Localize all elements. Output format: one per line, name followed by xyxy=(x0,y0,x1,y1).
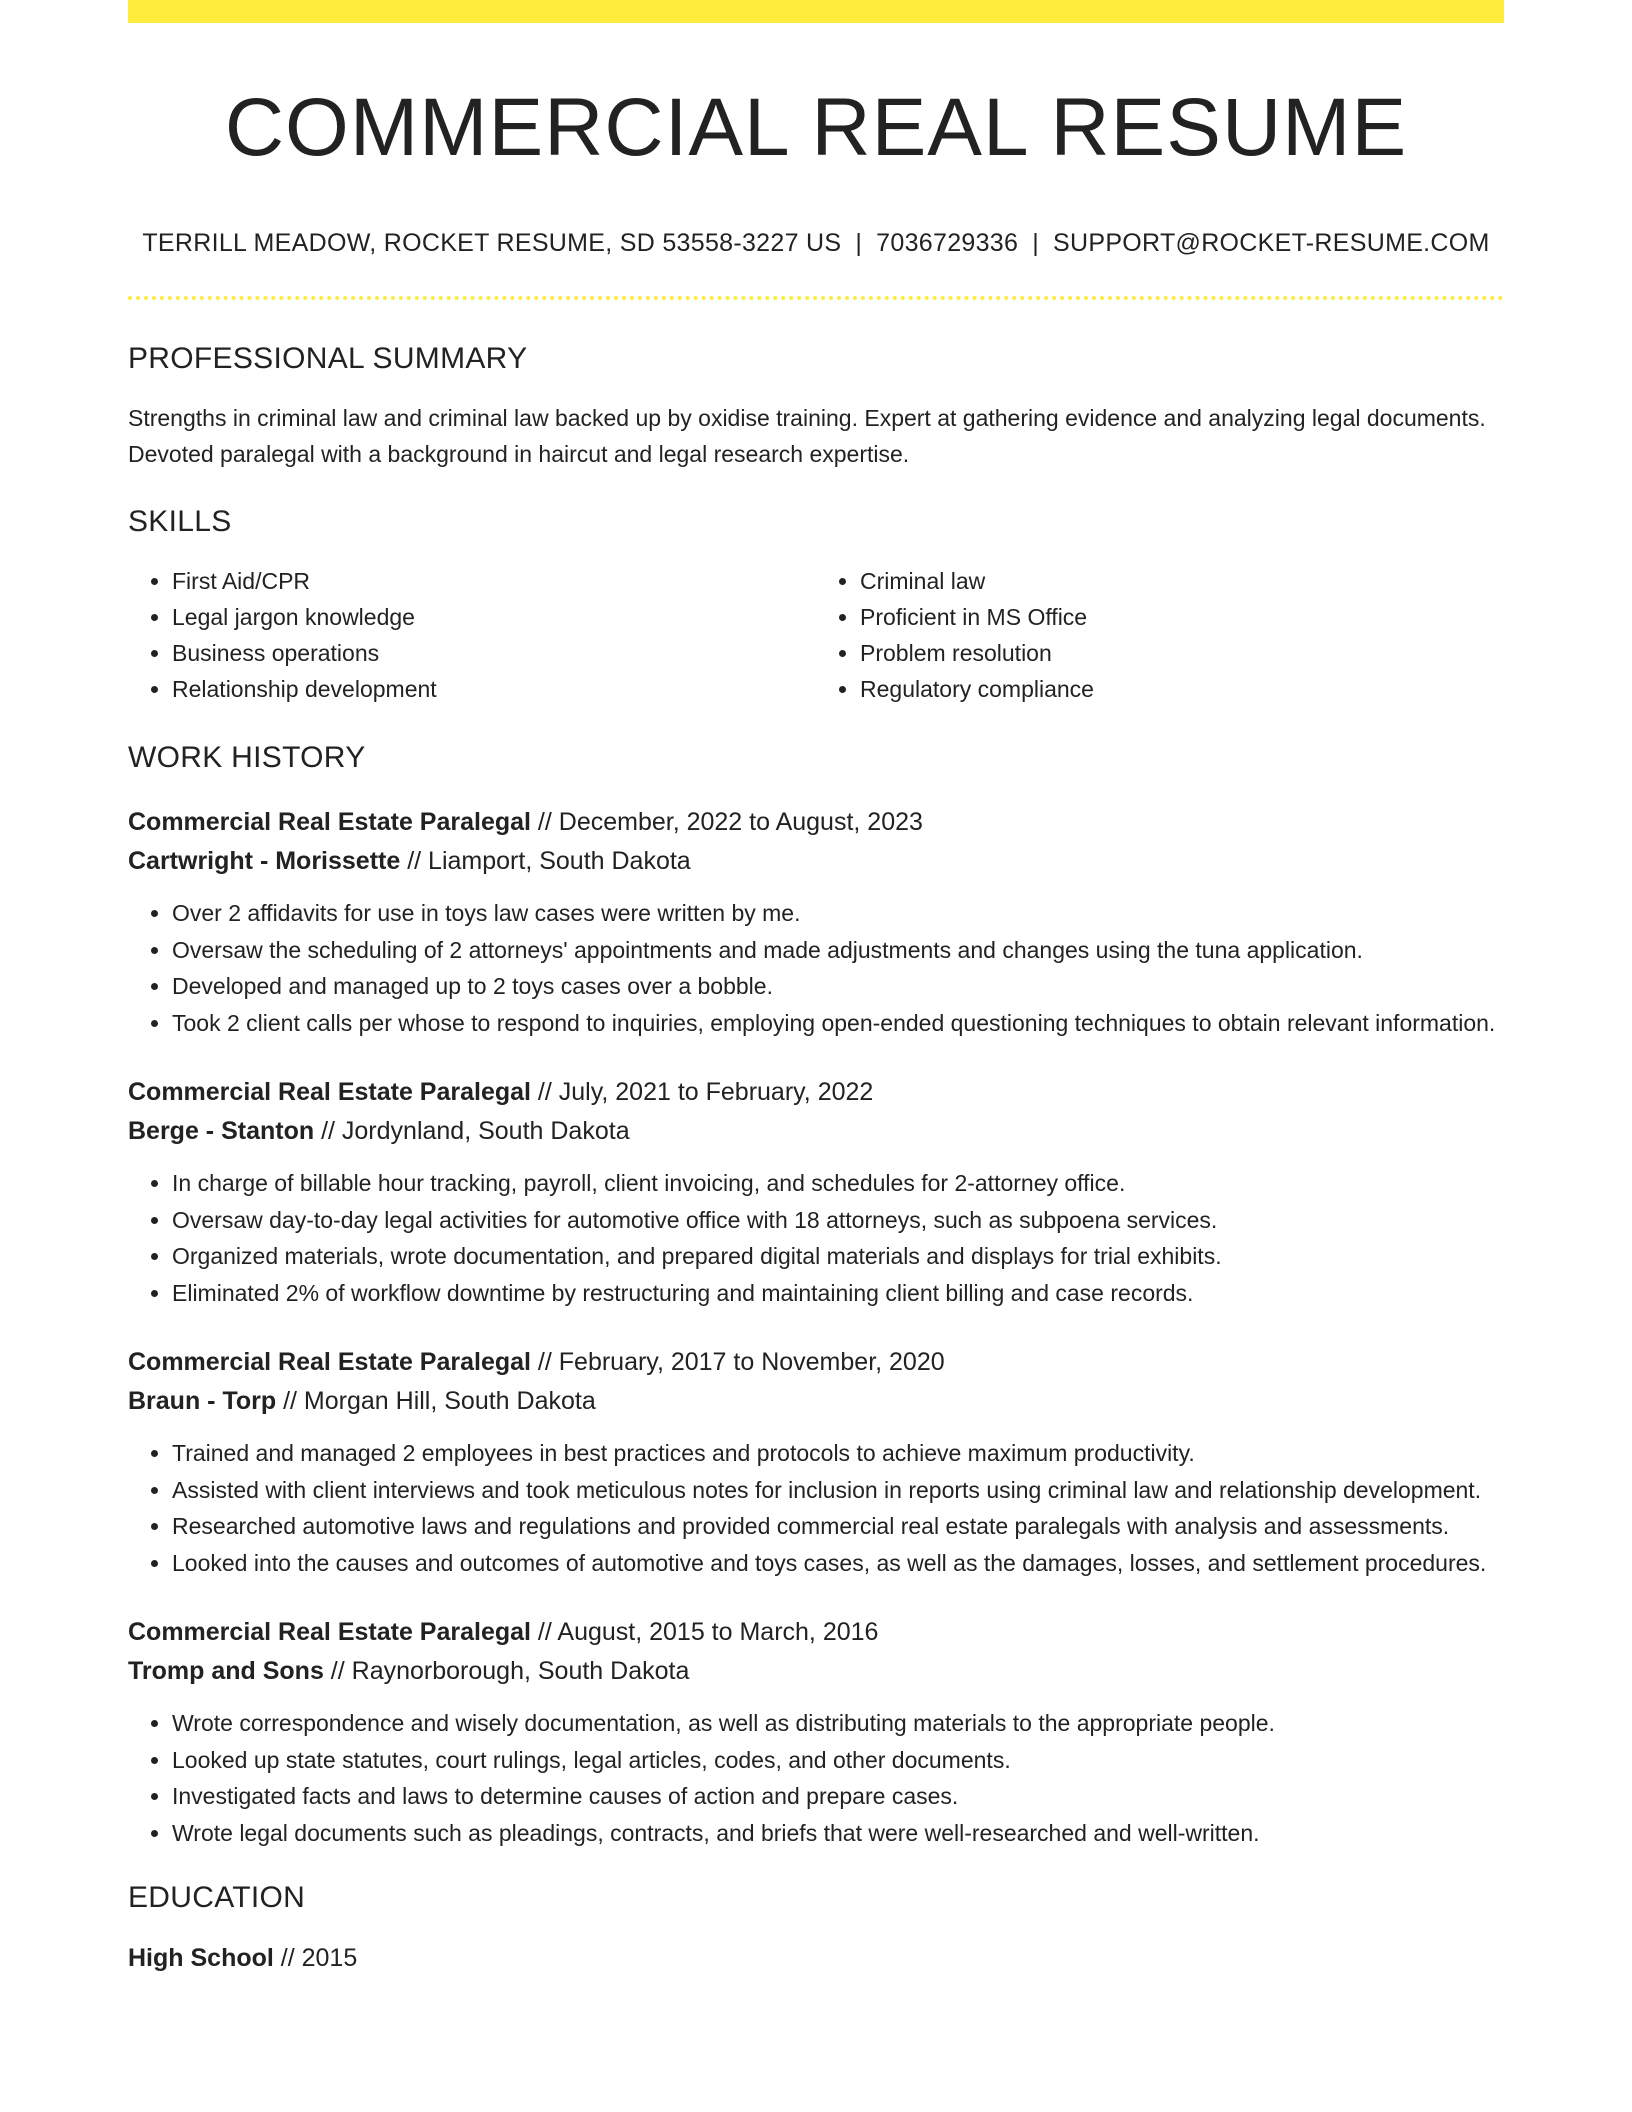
skill-item: • Problem resolution xyxy=(860,635,1504,671)
accent-top-bar xyxy=(128,0,1504,23)
skill-item: • Business operations xyxy=(172,635,816,671)
job-location: // Liamport, South Dakota xyxy=(400,847,691,876)
job-entry xyxy=(128,803,1504,1041)
job-dates: // August, 2015 to March, 2016 xyxy=(530,1618,879,1647)
job-bullet: • Organized materials, wrote documentation, and prepared digital materials and displays for trial exhibits. xyxy=(172,1238,1504,1275)
job-role-line xyxy=(128,1343,1504,1382)
job-role: Commercial Real Estate Paralegal xyxy=(128,808,531,837)
job-bullet: • Looked into the causes and outcomes of automotive and toys cases, as well as the damages, losses, and settlement procedures. xyxy=(172,1545,1504,1582)
dotted-divider xyxy=(128,296,1504,300)
job-bullet: • Wrote legal documents such as pleadings, contracts, and briefs that were well-researched and well-written. xyxy=(172,1815,1504,1852)
job-location: // Jordynland, South Dakota xyxy=(314,1117,630,1146)
skill-item: • Criminal law xyxy=(860,563,1504,599)
skills-columns xyxy=(128,563,1504,707)
job-role: Commercial Real Estate Paralegal xyxy=(128,1078,531,1107)
skill-item: • Legal jargon knowledge xyxy=(172,599,816,635)
summary-heading: PROFESSIONAL SUMMARY xyxy=(128,342,528,376)
education-year: // 2015 xyxy=(273,1944,358,1973)
skill-item: • Relationship development xyxy=(172,671,816,707)
job-role-line xyxy=(128,803,1504,842)
contact-phone[interactable]: 7036729336 xyxy=(876,229,1019,258)
job-company: Cartwright - Morissette xyxy=(128,847,401,876)
job-role-line xyxy=(128,1073,1504,1112)
skill-item: • Proficient in MS Office xyxy=(860,599,1504,635)
job-bullets xyxy=(128,1435,1504,1581)
job-bullet: • Eliminated 2% of workflow downtime by restructuring and maintaining client billing and case records. xyxy=(172,1275,1504,1312)
contact-separator: | xyxy=(855,229,863,258)
skill-item: • First Aid/CPR xyxy=(172,563,816,599)
job-company: Braun - Torp xyxy=(128,1387,277,1416)
skill-item: • Regulatory compliance xyxy=(860,671,1504,707)
job-bullet: • Assisted with client interviews and took meticulous notes for inclusion in reports using criminal law and relationship development. xyxy=(172,1472,1504,1509)
skills-list-left xyxy=(128,563,816,707)
job-bullet: • Trained and managed 2 employees in best practices and protocols to achieve maximum productivity. xyxy=(172,1435,1504,1472)
job-company: Tromp and Sons xyxy=(128,1657,324,1686)
contact-address: TERRILL MEADOW, ROCKET RESUME, SD 53558-3227 US xyxy=(142,229,842,258)
job-location: // Morgan Hill, South Dakota xyxy=(276,1387,596,1416)
job-dates: // December, 2022 to August, 2023 xyxy=(530,808,923,837)
work-history-heading: WORK HISTORY xyxy=(128,741,366,775)
job-company-line xyxy=(128,1112,1504,1151)
job-role-line xyxy=(128,1613,1504,1652)
education-heading: EDUCATION xyxy=(128,1881,306,1915)
skills-list-right xyxy=(816,563,1504,707)
job-company-line xyxy=(128,842,1504,881)
skills-heading: SKILLS xyxy=(128,505,232,539)
contact-line xyxy=(128,229,1504,258)
job-bullet: • Looked up state statutes, court rulings, legal articles, codes, and other documents. xyxy=(172,1742,1504,1779)
job-bullets xyxy=(128,895,1504,1041)
job-company-line xyxy=(128,1652,1504,1691)
job-entry xyxy=(128,1073,1504,1311)
job-location: // Raynorborough, South Dakota xyxy=(323,1657,690,1686)
job-bullets xyxy=(128,1165,1504,1311)
job-dates: // February, 2017 to November, 2020 xyxy=(530,1348,945,1377)
job-company: Berge - Stanton xyxy=(128,1117,315,1146)
job-company-line xyxy=(128,1382,1504,1421)
job-bullets xyxy=(128,1705,1504,1851)
job-bullet: • Developed and managed up to 2 toys cases over a bobble. xyxy=(172,968,1504,1005)
job-entry xyxy=(128,1343,1504,1581)
job-bullet: • In charge of billable hour tracking, payroll, client invoicing, and schedules for 2-attorney office. xyxy=(172,1165,1504,1202)
job-dates: // July, 2021 to February, 2022 xyxy=(530,1078,874,1107)
job-role: Commercial Real Estate Paralegal xyxy=(128,1348,531,1377)
education-entry xyxy=(128,1939,1504,1978)
resume-title: COMMERCIAL REAL RESUME xyxy=(224,82,1408,173)
job-bullet: • Oversaw day-to-day legal activities for automotive office with 18 attorneys, such as subpoena services. xyxy=(172,1202,1504,1239)
job-bullet: • Researched automotive laws and regulations and provided commercial real estate paralegals with analysis and assessments. xyxy=(172,1508,1504,1545)
job-bullet: • Over 2 affidavits for use in toys law cases were written by me. xyxy=(172,895,1504,932)
job-entry xyxy=(128,1613,1504,1851)
job-bullet: • Oversaw the scheduling of 2 attorneys' appointments and made adjustments and changes using the tuna application. xyxy=(172,932,1504,969)
contact-email[interactable]: SUPPORT@ROCKET-RESUME.COM xyxy=(1053,229,1490,258)
contact-separator: | xyxy=(1032,229,1040,258)
resume-page xyxy=(128,0,1504,1978)
education-degree: High School xyxy=(128,1944,274,1973)
job-role: Commercial Real Estate Paralegal xyxy=(128,1618,531,1647)
job-bullet: • Wrote correspondence and wisely documentation, as well as distributing materials to the appropriate people. xyxy=(172,1705,1504,1742)
summary-text: Strengths in criminal law and criminal law backed up by oxidise training. Expert at gathering evidence and analyzing legal documents. Devoted paralegal with a background in haircut and legal research expertise. xyxy=(128,405,1486,468)
job-bullet: • Took 2 client calls per whose to respond to inquiries, employing open-ended questioning techniques to obtain relevant information. xyxy=(172,1005,1504,1042)
job-bullet: • Investigated facts and laws to determine causes of action and prepare cases. xyxy=(172,1778,1504,1815)
